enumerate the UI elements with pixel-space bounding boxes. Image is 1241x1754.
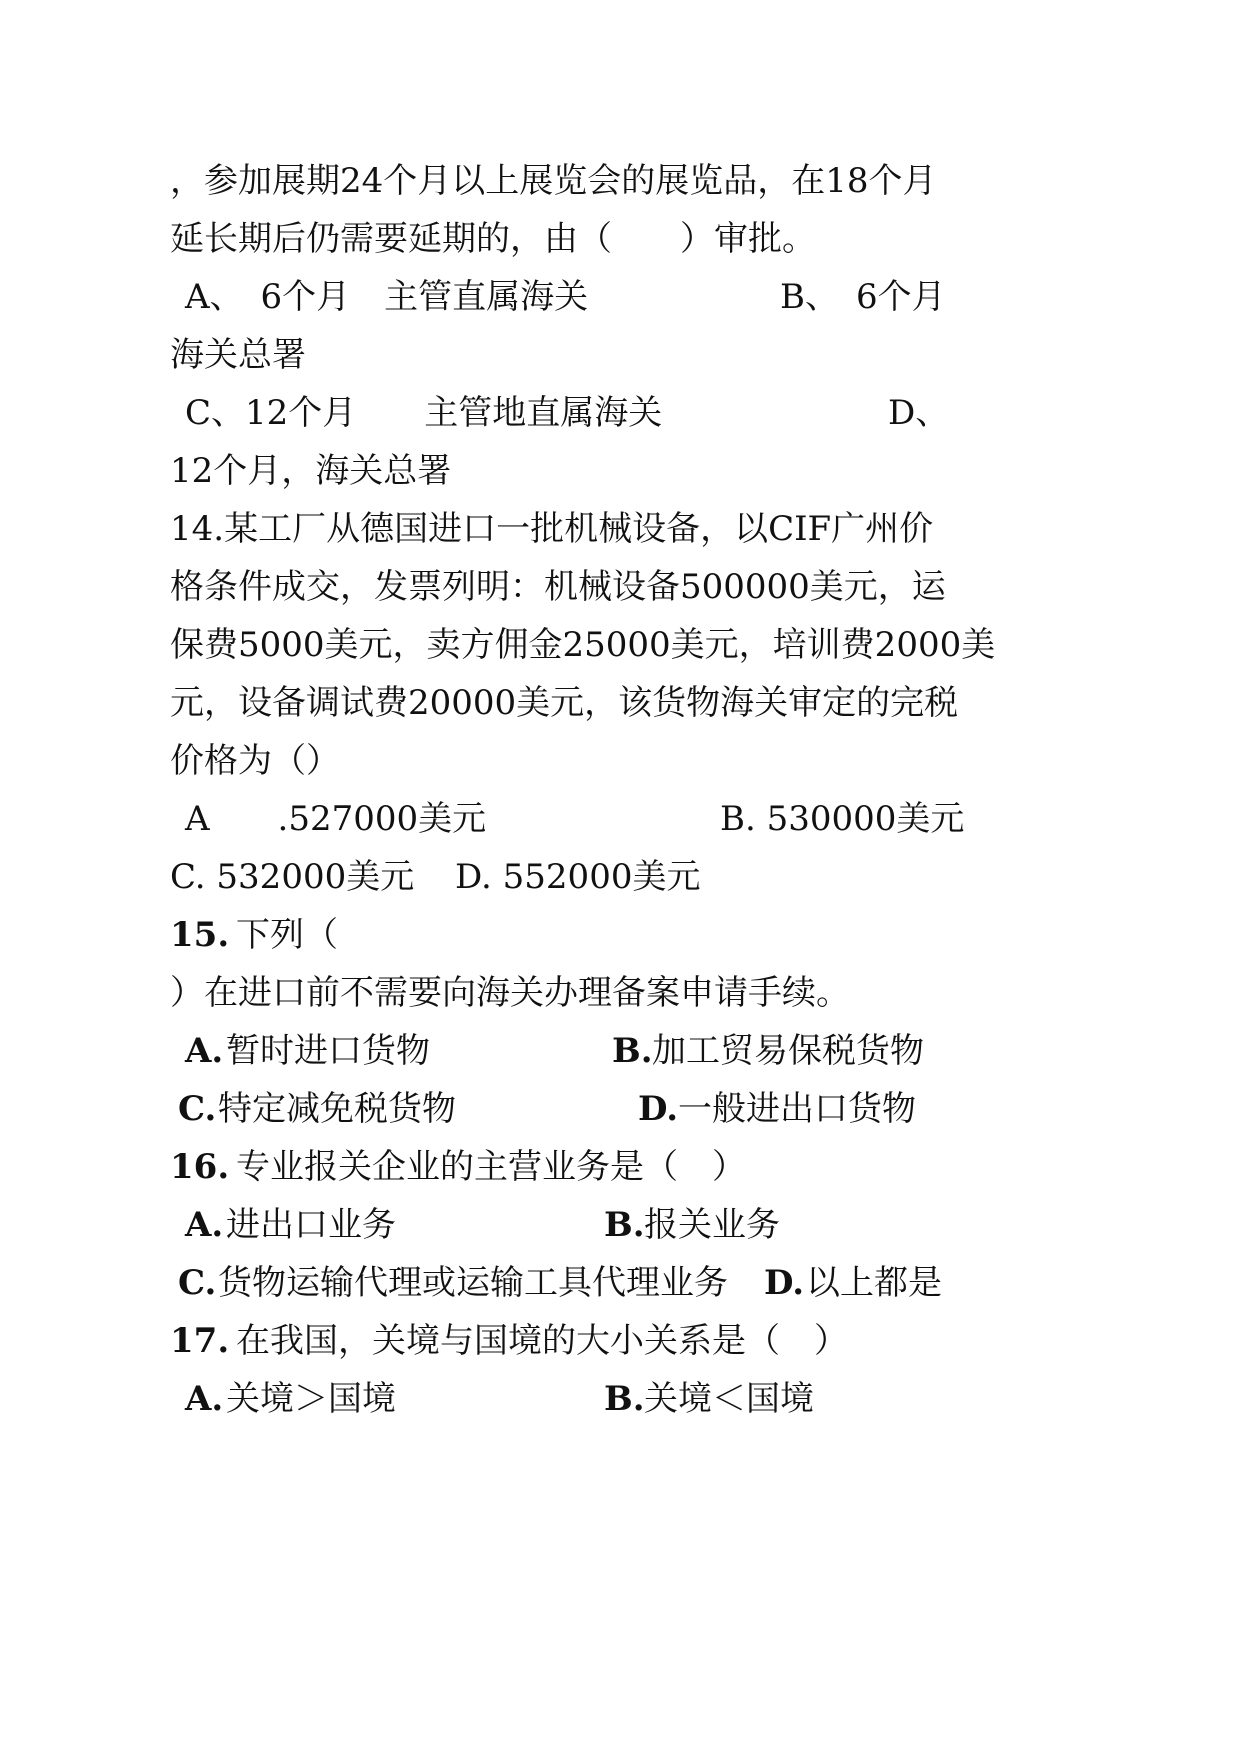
q13-option-b-continued — [0, 322, 1241, 388]
q13-options-ab — [0, 264, 1241, 330]
q14-options-cd — [0, 844, 1241, 910]
q16-option-b: 报关业务 — [644, 1205, 780, 1245]
q17-option-a-letter: A. — [185, 1379, 224, 1419]
q15-option-b-letter: B. — [612, 1031, 653, 1071]
q16-options-ab — [0, 1192, 1241, 1258]
q13-stem-text: 延长期后仍需要延期的，由（ ）审批。 — [170, 219, 816, 259]
q13-option-d: D、 — [888, 393, 950, 433]
q13-stem-line-2 — [0, 206, 1241, 272]
q15-stem-line-1 — [0, 902, 1241, 968]
q14-stem-line-1 — [0, 496, 1241, 562]
q16-options-cd — [0, 1250, 1241, 1316]
q14-options-ab — [0, 786, 1241, 852]
q16-stem-text: 专业报关企业的主营业务是（ ） — [236, 1147, 746, 1187]
q16-option-c-letter: C. — [178, 1263, 217, 1303]
q13-option-a: A、 6个月 主管直属海关 — [185, 277, 589, 317]
q17-option-b: 关境＜国境 — [644, 1379, 814, 1419]
q17-options-ab — [0, 1366, 1241, 1432]
q15-option-a-letter: A. — [185, 1031, 224, 1071]
q14-stem-text: 保费5000美元，卖方佣金25000美元，培训费2000美 — [170, 625, 996, 665]
q14-stem-line-3 — [0, 612, 1241, 678]
q15-stem-text: ）在进口前不需要向海关办理备案申请手续。 — [170, 973, 850, 1013]
q16-option-d: 以上都是 — [806, 1263, 942, 1303]
q16-option-a: 进出口业务 — [226, 1205, 396, 1245]
q16-option-c: 货物运输代理或运输工具代理业务 — [218, 1263, 728, 1303]
q14-option-b: B. 530000美元 — [720, 799, 965, 839]
q14-stem-line-5 — [0, 728, 1241, 794]
q17-number: 17. — [170, 1321, 230, 1361]
q16-option-a-letter: A. — [185, 1205, 224, 1245]
q13-option-d-continued — [0, 438, 1241, 504]
q13-option-c: C、12个月 主管地直属海关 — [185, 393, 663, 433]
q15-option-d: 一般进出口货物 — [678, 1089, 916, 1129]
q13-option-d-text: 12个月，海关总署 — [170, 451, 452, 491]
q14-stem-line-2 — [0, 554, 1241, 620]
q14-option-c: C. 532000美元 — [170, 857, 415, 897]
q14-stem-text: 格条件成交，发票列明：机械设备500000美元，运 — [170, 567, 946, 607]
q15-option-b: 加工贸易保税货物 — [652, 1031, 924, 1071]
q17-stem — [0, 1308, 1241, 1374]
q13-stem-text: ，参加展期24个月以上展览会的展览品，在18个月 — [170, 161, 937, 201]
q15-option-c-letter: C. — [178, 1089, 217, 1129]
q14-stem-text: 元，设备调试费20000美元，该货物海关审定的完税 — [170, 683, 959, 723]
q15-option-a: 暂时进口货物 — [226, 1031, 430, 1071]
q14-stem-text: 14.某工厂从德国进口一批机械设备，以CIF广州价 — [170, 509, 934, 549]
q16-number: 16. — [170, 1147, 230, 1187]
q16-option-b-letter: B. — [604, 1205, 645, 1245]
q15-option-c: 特定减免税货物 — [218, 1089, 456, 1129]
q14-option-a: A .527000美元 — [185, 799, 487, 839]
q16-option-d-letter: D. — [764, 1263, 805, 1303]
q13-option-b-text: 海关总署 — [170, 335, 306, 375]
q13-option-b: B、 6个月 — [780, 277, 946, 317]
q17-option-a: 关境＞国境 — [226, 1379, 396, 1419]
q14-option-d: D. 552000美元 — [455, 857, 701, 897]
q15-options-ab — [0, 1018, 1241, 1084]
q15-stem-text: 下列（ — [236, 915, 338, 955]
q14-stem-line-4 — [0, 670, 1241, 736]
q15-option-d-letter: D. — [638, 1089, 679, 1129]
q13-stem-line-1 — [0, 148, 1241, 214]
q17-stem-text: 在我国，关境与国境的大小关系是（ ） — [236, 1321, 848, 1361]
q13-options-cd — [0, 380, 1241, 446]
q16-stem — [0, 1134, 1241, 1200]
q15-stem-line-2 — [0, 960, 1241, 1026]
q17-option-b-letter: B. — [604, 1379, 645, 1419]
q14-stem-text: 价格为（） — [170, 741, 340, 781]
q15-options-cd — [0, 1076, 1241, 1142]
q15-number: 15. — [170, 915, 230, 955]
